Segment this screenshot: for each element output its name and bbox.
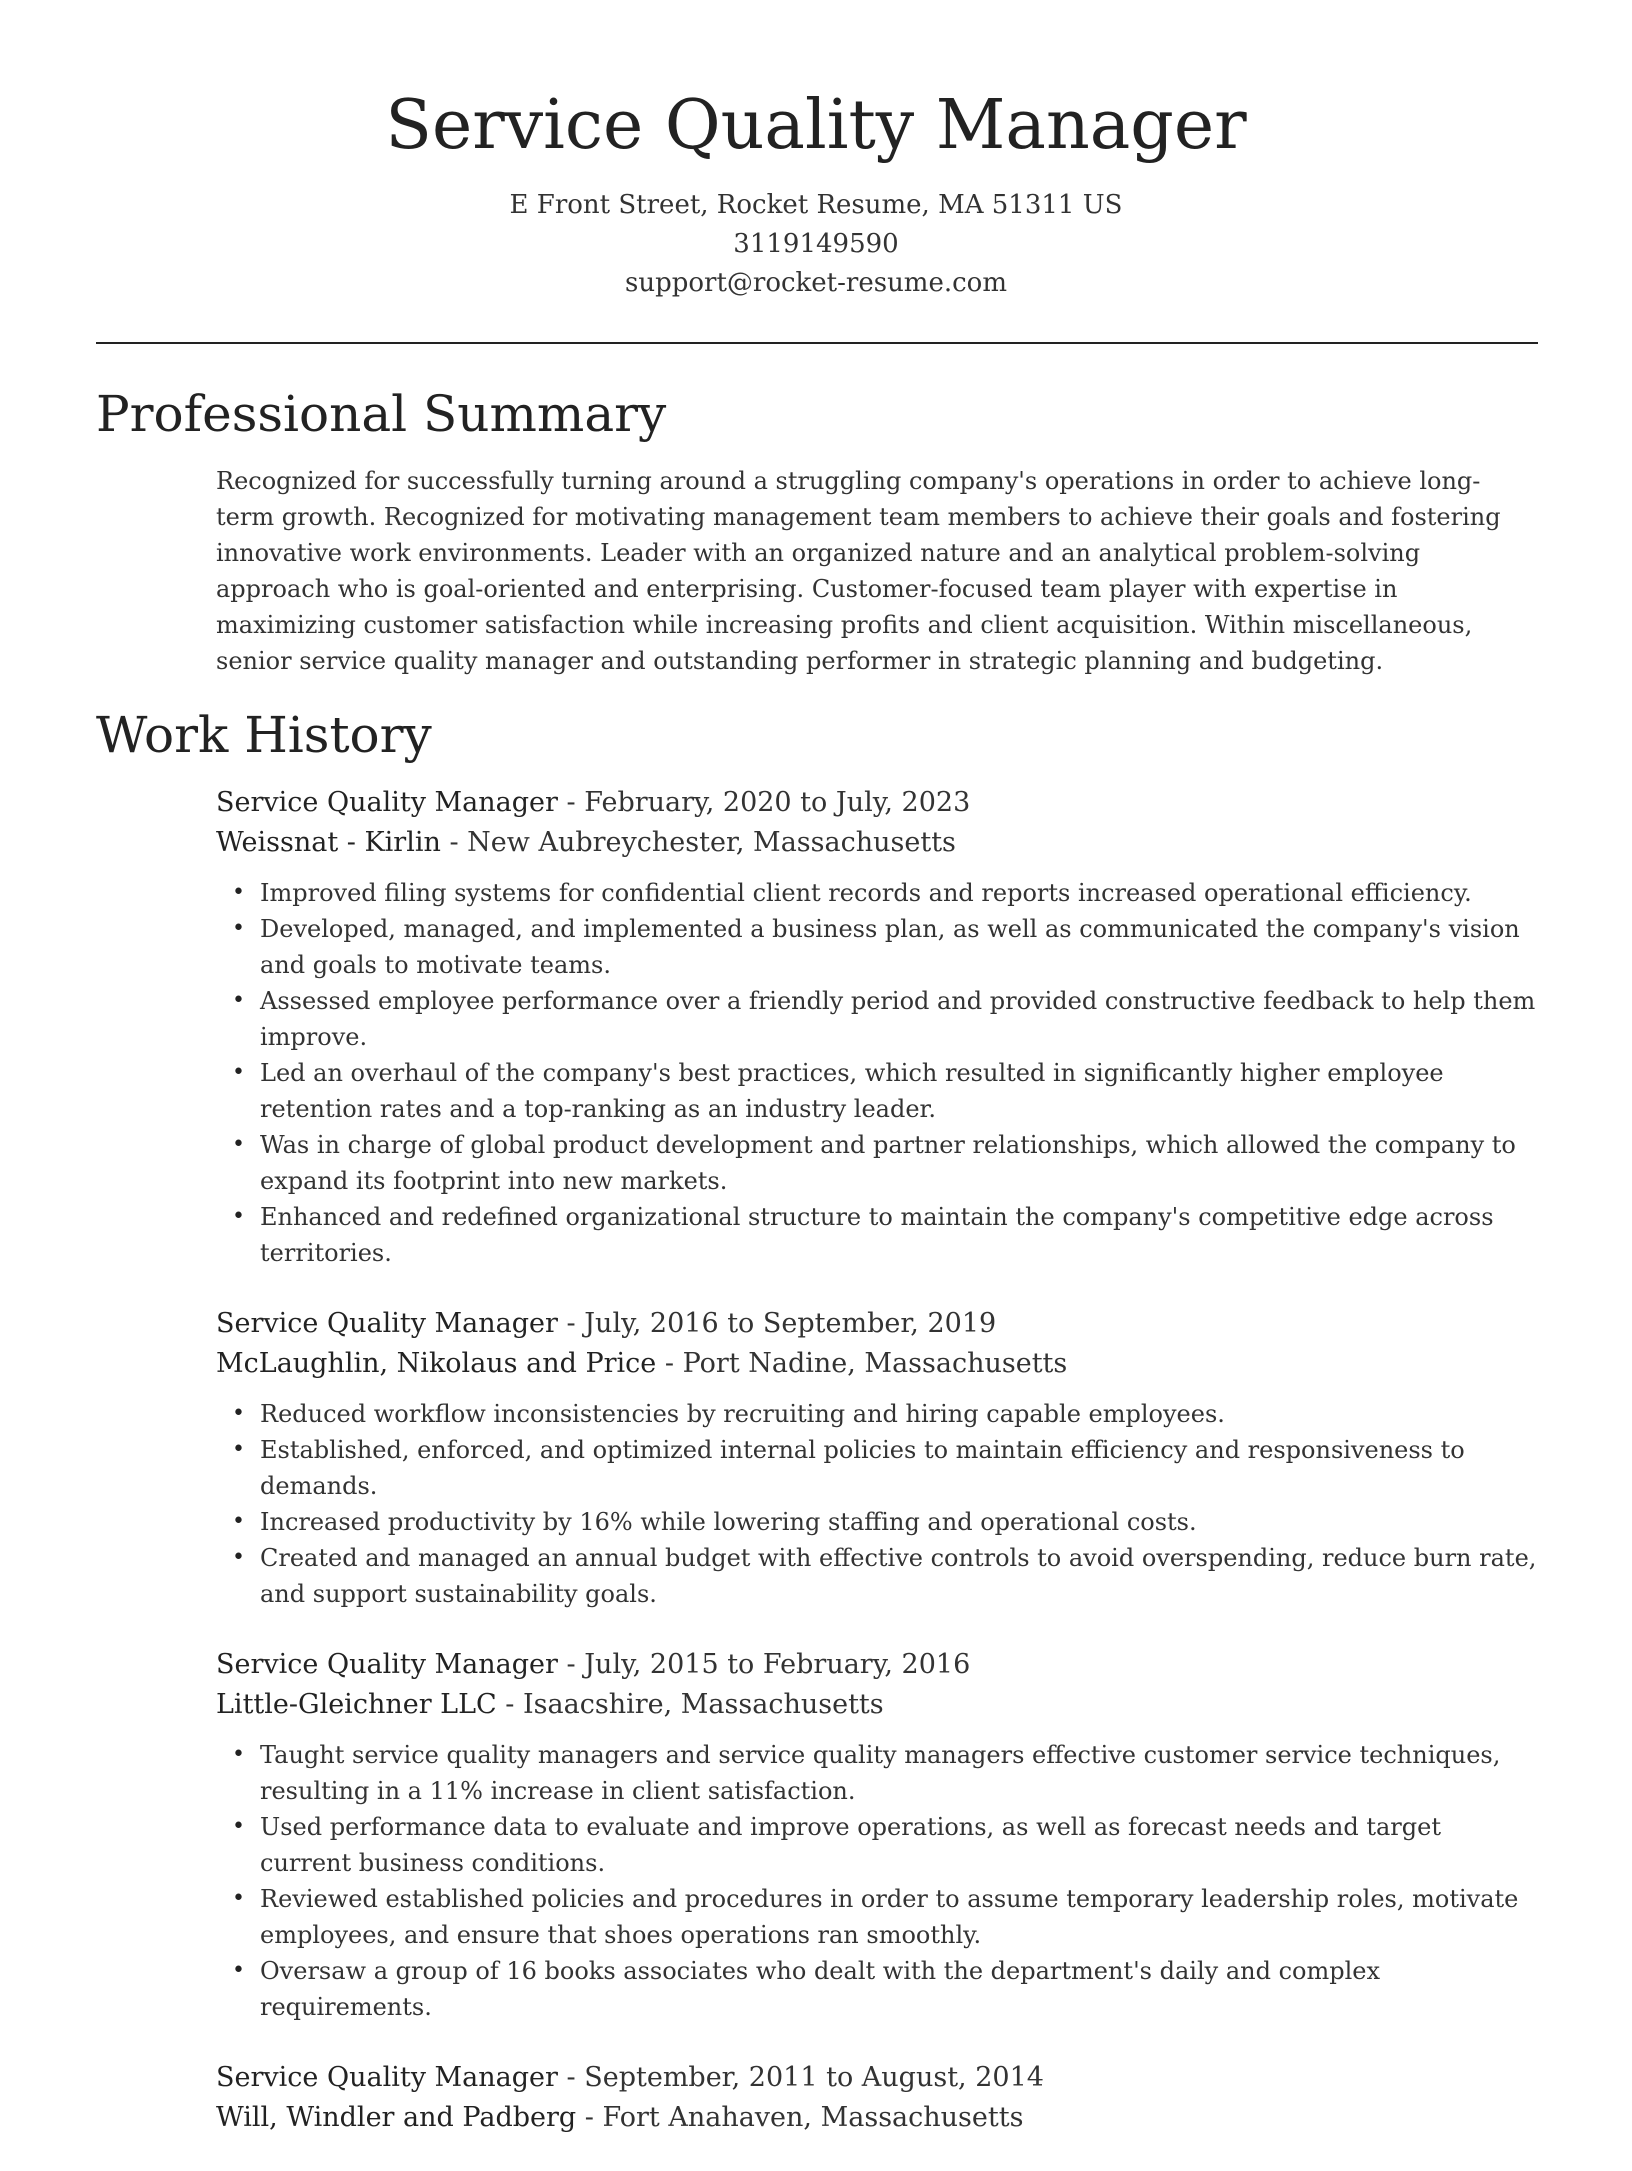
resume-header <box>0 80 1632 303</box>
job-bullet-text: Assessed employee performance over a friendly period and provided constructive feedback to help them improve. <box>260 987 1536 1051</box>
work-history-list <box>216 783 1538 2171</box>
job-entry <box>216 1645 1538 2025</box>
job-bullet <box>232 1055 1538 1127</box>
job-bullet <box>232 1127 1538 1199</box>
job-bullet-text: Improved filing systems for confidential client records and reports increased operational efficiency. <box>260 879 1472 907</box>
job-separator: - <box>557 1649 585 1680</box>
job-company-line <box>216 2098 1538 2138</box>
job-bullet-text: Used performance data to evaluate and improve operations, as well as forecast needs and target current business conditions. <box>260 1813 1441 1877</box>
job-bullet-text: Taught service quality managers and service quality managers effective customer service techniques, resulting in a 11% increase in client satisfaction. <box>260 1741 1501 1805</box>
candidate-name: Service Quality Manager <box>385 86 1247 165</box>
job-separator: - <box>557 1308 585 1339</box>
job-separator: - <box>440 827 468 858</box>
email-address: support@rocket-resume.com <box>624 268 1007 298</box>
bullet-dot-icon: • <box>232 1814 245 1839</box>
job-bullet <box>232 1396 1538 1432</box>
header-divider <box>96 342 1538 344</box>
job-bullet <box>232 1540 1538 1612</box>
job-bullet-list <box>216 1737 1538 2025</box>
bullet-dot-icon: • <box>232 1401 245 1426</box>
bullet-dot-icon: • <box>232 916 245 941</box>
job-entry <box>216 1304 1538 1612</box>
job-bullet <box>232 1737 1538 1809</box>
bullet-dot-icon: • <box>232 1958 245 1983</box>
bullet-dot-icon: • <box>232 1132 245 1157</box>
job-separator: - <box>557 787 585 818</box>
job-bullet-text: Led an overhaul of the company's best practices, which resulted in significantly higher employee retention rates and a top-ranking as an industry leader. <box>260 1059 1444 1123</box>
job-company: McLaughlin, Nikolaus and Price <box>216 1348 657 1379</box>
bullet-dot-icon: • <box>232 1886 245 1911</box>
job-dates: February, 2020 to July, 2023 <box>584 787 971 818</box>
job-location: Isaacshire, Massachusetts <box>523 1689 884 1720</box>
job-bullet-text: Reduced workflow inconsistencies by recruiting and hiring capable employees. <box>260 1400 1225 1428</box>
job-entry <box>216 2058 1538 2138</box>
job-bullet <box>232 1953 1538 2025</box>
job-dates: September, 2011 to August, 2014 <box>584 2062 1044 2093</box>
job-separator: - <box>656 1348 683 1379</box>
work-history-heading: Work History <box>96 706 432 764</box>
job-location: Port Nadine, Massachusetts <box>682 1348 1068 1379</box>
job-separator: - <box>576 2102 603 2133</box>
job-bullet-text: Oversaw a group of 16 books associates who dealt with the department's daily and complex requirements. <box>260 1957 1381 2021</box>
job-company-line <box>216 1344 1538 1384</box>
job-title: Service Quality Manager <box>216 787 558 818</box>
job-location: Fort Anahaven, Massachusetts <box>602 2102 1024 2133</box>
bullet-dot-icon: • <box>232 1545 245 1570</box>
job-bullet-text: Established, enforced, and optimized internal policies to maintain efficiency and responsiveness to demands. <box>260 1436 1465 1500</box>
bullet-dot-icon: • <box>232 1060 245 1085</box>
bullet-dot-icon: • <box>232 1204 245 1229</box>
job-bullet <box>232 983 1538 1055</box>
job-title: Service Quality Manager <box>216 2062 558 2093</box>
bullet-dot-icon: • <box>232 1437 245 1462</box>
job-bullet <box>232 875 1538 911</box>
job-bullet <box>232 1881 1538 1953</box>
bullet-dot-icon: • <box>232 880 245 905</box>
job-dates: July, 2015 to February, 2016 <box>584 1649 971 1680</box>
job-title-line <box>216 2058 1538 2098</box>
job-bullet <box>232 1432 1538 1504</box>
job-bullet-list <box>216 875 1538 1271</box>
job-bullet-text: Developed, managed, and implemented a business plan, as well as communicated the company's vision and goals to motivate teams. <box>260 915 1520 979</box>
job-bullet <box>232 911 1538 983</box>
job-company-line <box>216 1685 1538 1725</box>
job-bullet-list <box>216 1396 1538 1612</box>
job-location: New Aubreychester, Massachusetts <box>467 827 956 858</box>
phone-number: 3119149590 <box>733 229 899 259</box>
job-company: Little-Gleichner LLC <box>216 1689 497 1720</box>
address: E Front Street, Rocket Resume, MA 51311 US <box>509 190 1123 220</box>
bullet-dot-icon: • <box>232 1742 245 1767</box>
job-separator: - <box>557 2062 585 2093</box>
job-bullet-text: Created and managed an annual budget with effective controls to avoid overspending, reduce burn rate, and support sustainability goals. <box>260 1544 1537 1608</box>
job-company-line <box>216 823 1538 863</box>
job-bullet-text: Was in charge of global product development and partner relationships, which allowed the company to expand its footprint into new markets. <box>260 1131 1516 1195</box>
contact-block <box>0 186 1632 303</box>
job-dates: July, 2016 to September, 2019 <box>584 1308 997 1339</box>
job-bullet <box>232 1504 1538 1540</box>
job-bullet <box>232 1199 1538 1271</box>
job-company: Will, Windler and Padberg <box>216 2102 577 2133</box>
job-bullet-text: Reviewed established policies and procedures in order to assume temporary leadership roles, motivate employees, and ensure that shoes operations ran smoothly. <box>260 1885 1519 1949</box>
job-title: Service Quality Manager <box>216 1308 558 1339</box>
job-entry <box>216 783 1538 1271</box>
job-title-line <box>216 783 1538 823</box>
job-title-line <box>216 1645 1538 1685</box>
summary-heading: Professional Summary <box>96 385 667 443</box>
job-bullet <box>232 1809 1538 1881</box>
job-bullet-text: Increased productivity by 16% while lowering staffing and operational costs. <box>260 1508 1197 1536</box>
job-company: Weissnat - Kirlin <box>216 827 441 858</box>
job-title: Service Quality Manager <box>216 1649 558 1680</box>
job-separator: - <box>496 1689 524 1720</box>
job-bullet-text: Enhanced and redefined organizational structure to maintain the company's competitive edge across territories. <box>260 1203 1494 1267</box>
job-title-line <box>216 1304 1538 1344</box>
bullet-dot-icon: • <box>232 1509 245 1534</box>
bullet-dot-icon: • <box>232 988 245 1013</box>
summary-text: Recognized for successfully turning around a struggling company's operations in order to achieve long-term growth. Recognized for motivating management team members to achieve their goals and fostering innovative work environments. Leader with an organized nature and an analytical problem-solving approach who is goal-oriented and enterprising. Customer-focused team player with expertise in maximizing customer satisfaction while increasing profits and client acquisition. Within miscellaneous, senior service quality manager and outstanding performer in strategic planning and budgeting. <box>216 467 1501 675</box>
